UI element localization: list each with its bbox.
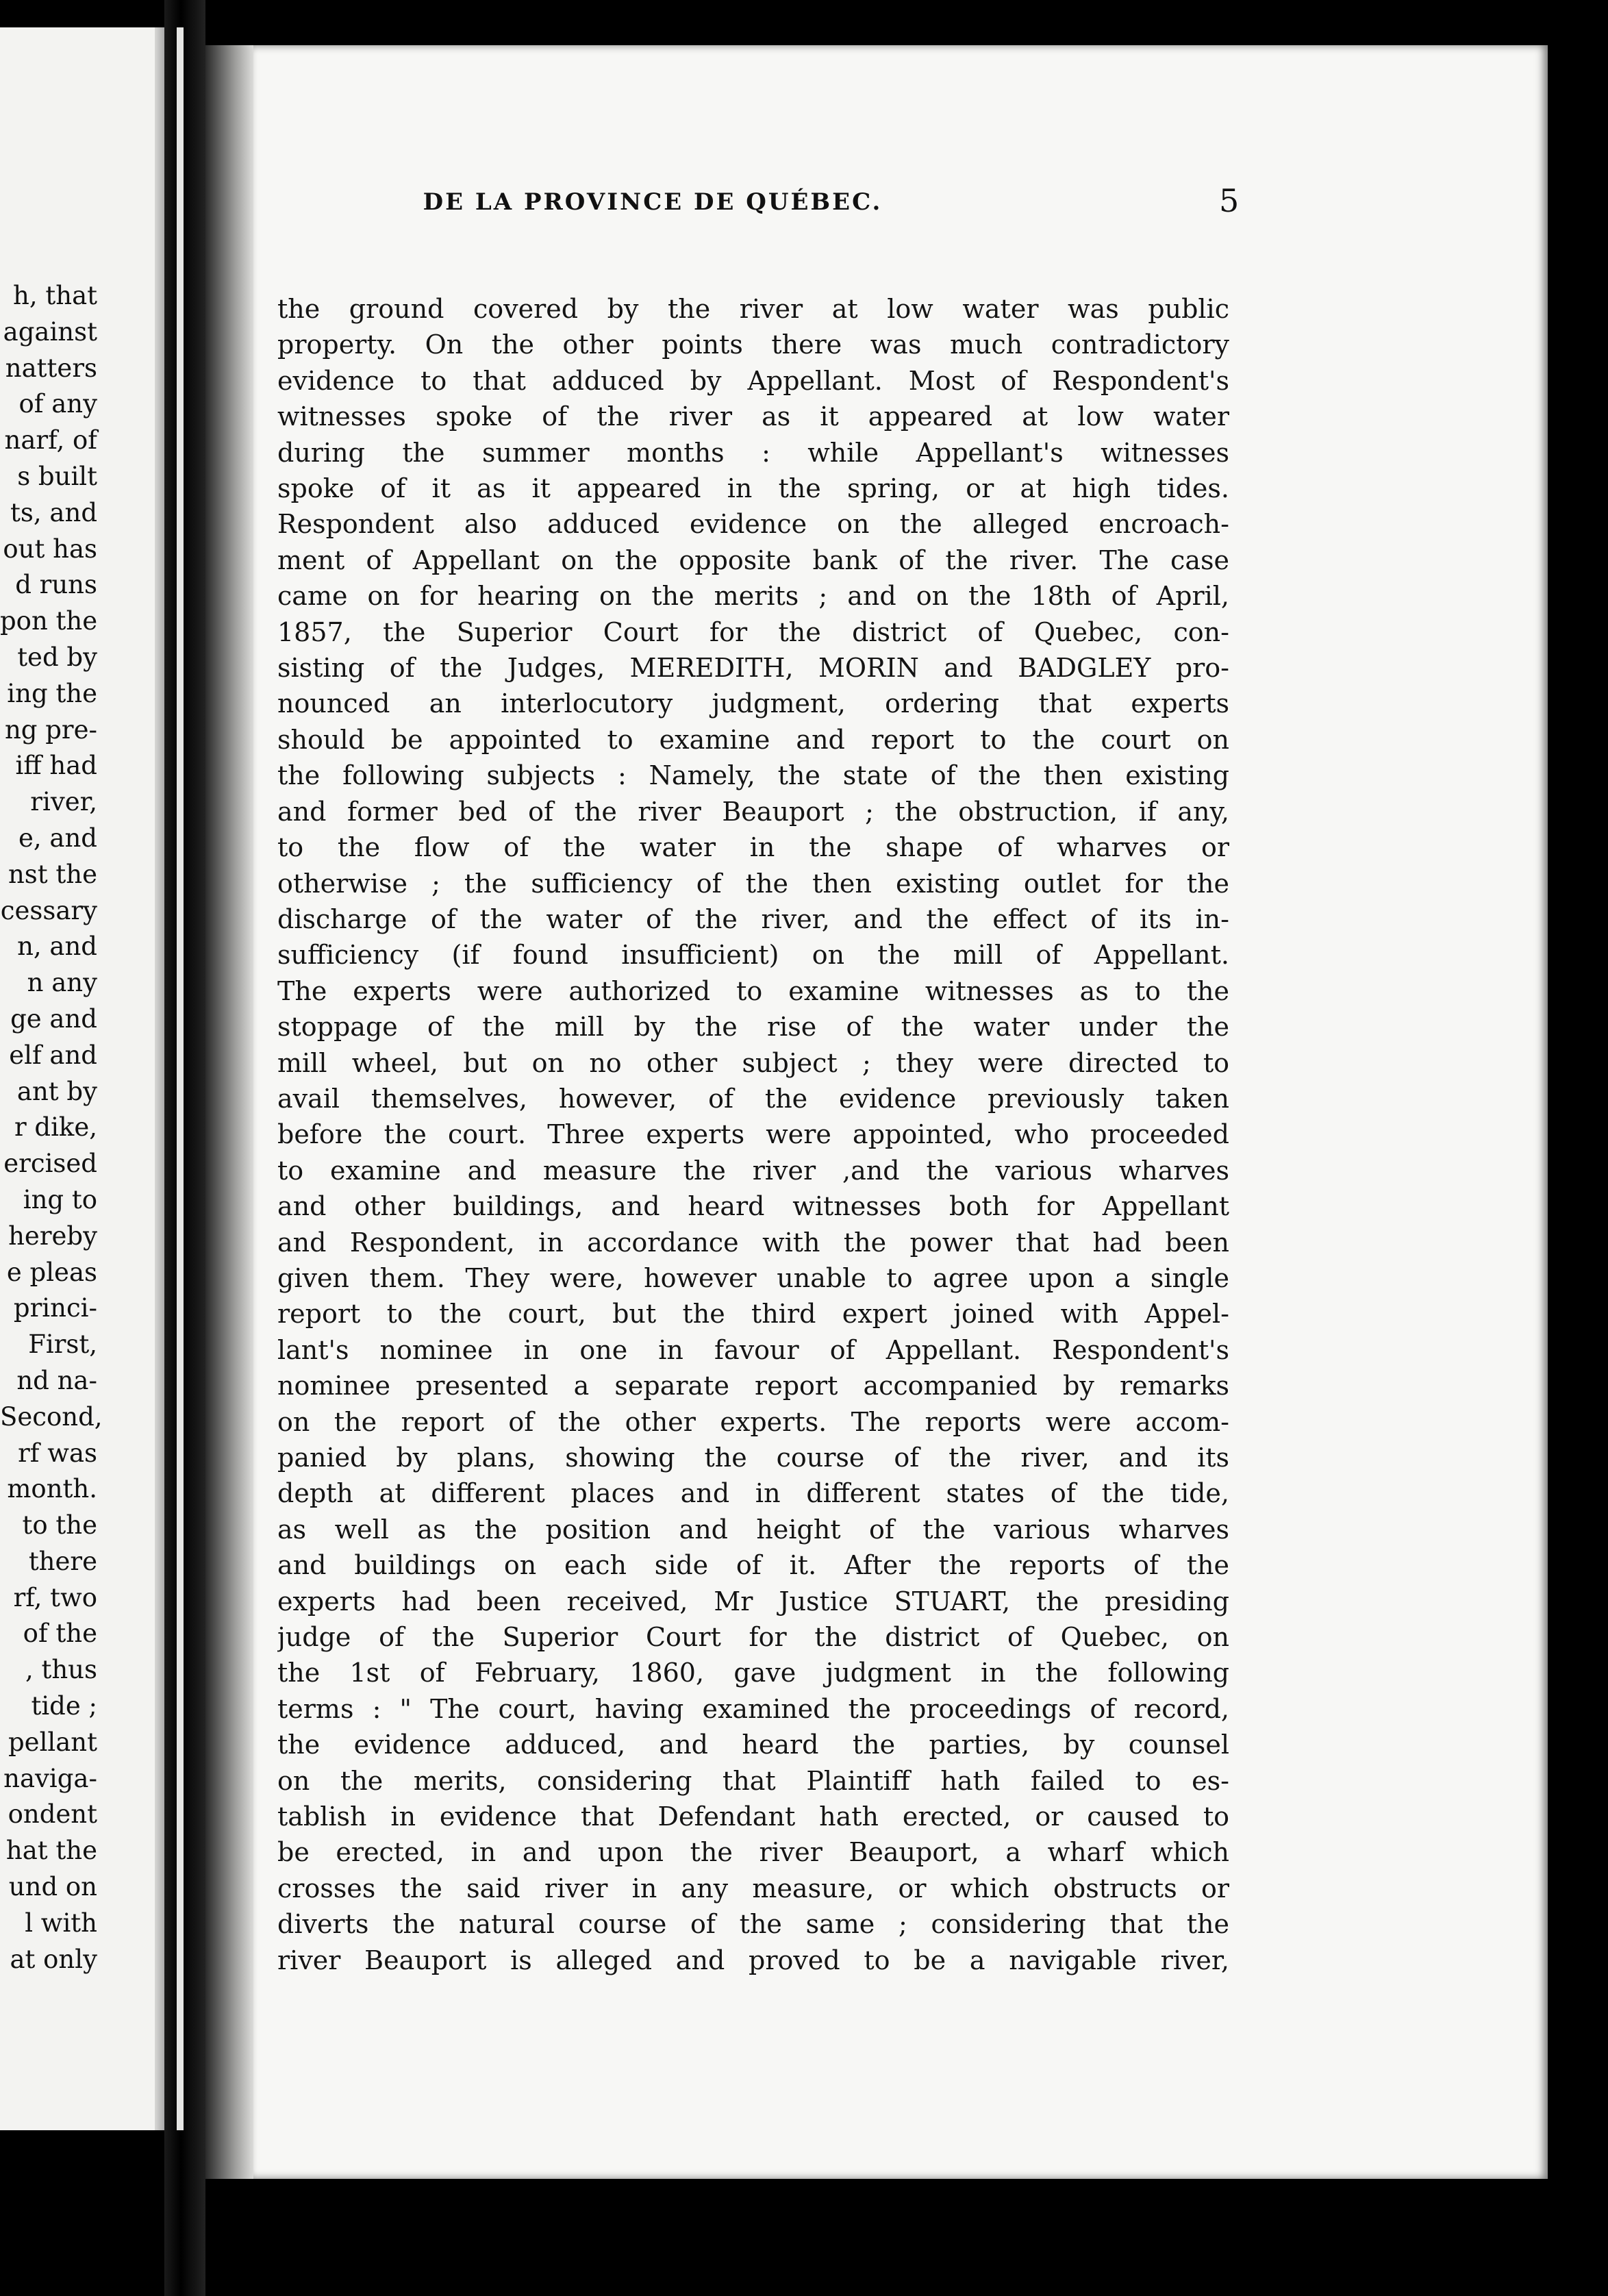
text-line: sisting of the Judges, MEREDITH, MORIN and BADGLEY pro- xyxy=(277,653,1229,684)
text-line: the 1st of February, 1860, gave judgment in the following xyxy=(277,1658,1229,1688)
left-page-line: month. xyxy=(7,1474,97,1504)
text-line: river Beauport is alleged and proved to be a navigable river, xyxy=(277,1945,1229,1975)
left-page-line: ted by xyxy=(17,642,97,672)
left-page-line: ant by xyxy=(16,1076,97,1106)
left-page-line: natters xyxy=(5,353,97,383)
left-page-line: ercised xyxy=(3,1149,97,1179)
left-page-line: nst the xyxy=(8,859,97,889)
left-page-text-fragments xyxy=(0,278,103,1977)
left-page-line: cessary xyxy=(0,895,97,925)
text-line: mill wheel, but on no other subject ; they were directed to xyxy=(277,1047,1229,1078)
text-line: judge of the Superior Court for the district of Quebec, on xyxy=(277,1622,1229,1653)
text-line: The experts were authorized to examine witnesses as to the xyxy=(277,975,1229,1006)
text-line: during the summer months : while Appellant's witnesses xyxy=(277,437,1229,468)
left-page-line: elf and xyxy=(9,1040,97,1070)
text-line: as well as the position and height of the various wharves xyxy=(277,1514,1229,1545)
left-page-gutter xyxy=(155,27,164,2130)
left-page-line: against xyxy=(3,316,97,347)
left-page-line: First, xyxy=(28,1330,97,1360)
text-line: the evidence adduced, and heard the parties, by counsel xyxy=(277,1730,1229,1760)
left-page-line: rf, two xyxy=(13,1582,97,1612)
left-page-line: pon the xyxy=(0,606,98,636)
text-line: otherwise ; the sufficiency of the then existing outlet for the xyxy=(277,868,1229,899)
binding-strip xyxy=(177,27,184,2130)
left-page-line: ts, and xyxy=(10,497,97,527)
left-page-line: h, that xyxy=(13,281,97,310)
left-page-line: naviga- xyxy=(3,1763,97,1793)
left-page-line: n any xyxy=(27,968,97,998)
left-page-line: narf, of xyxy=(4,425,97,456)
text-line: nounced an interlocutory judgment, ordering that experts xyxy=(277,688,1229,719)
text-line: lant's nominee in one in favour of Appellant. Respondent's xyxy=(277,1334,1229,1365)
text-line: sufficiency (if found insufficient) on the mill of Appellant. xyxy=(277,940,1229,971)
left-page-line: nd na- xyxy=(16,1365,97,1395)
text-line: given them. They were, however unable to agree upon a single xyxy=(277,1262,1229,1293)
left-page-line: e pleas xyxy=(6,1257,97,1287)
text-line: tablish in evidence that Defendant hath erected, or caused to xyxy=(277,1801,1229,1832)
left-page-line: rf was xyxy=(18,1438,97,1468)
text-line: evidence to that adduced by Appellant. Most of Respondent's xyxy=(277,365,1229,396)
left-facing-page xyxy=(0,27,164,2130)
left-page-line: ing to xyxy=(23,1184,97,1214)
text-line: 1857, the Superior Court for the district of Quebec, con- xyxy=(277,616,1229,647)
text-line: diverts the natural course of the same ; considering that the xyxy=(277,1909,1229,1940)
text-line: to examine and measure the river ,and the various wharves xyxy=(277,1155,1229,1186)
body-text xyxy=(277,291,1229,1978)
left-page-line: Second, xyxy=(0,1401,103,1432)
text-line: witnesses spoke of the river as it appeared at low water xyxy=(277,401,1229,432)
left-page-line: , thus xyxy=(25,1655,97,1685)
text-line: be erected, in and upon the river Beauport, a wharf which xyxy=(277,1837,1229,1868)
text-line: on the merits, considering that Plaintiff hath failed to es- xyxy=(277,1765,1229,1796)
left-page-line: l with xyxy=(25,1908,97,1938)
text-line: on the report of the other experts. The reports were accom- xyxy=(277,1406,1229,1437)
left-page-line: river, xyxy=(30,787,97,817)
left-page-line: ge and xyxy=(10,1003,97,1034)
left-page-line: e, and xyxy=(18,823,97,853)
left-page-line: there xyxy=(28,1546,97,1576)
running-title: DE LA PROVINCE DE QUÉBEC. xyxy=(423,188,883,216)
text-line: spoke of it as it appeared in the spring, or at high tides. xyxy=(277,473,1229,504)
text-line: crosses the said river in any measure, or which obstructs or xyxy=(277,1873,1229,1904)
text-line: property. On the other points there was much contradictory xyxy=(277,329,1229,360)
left-page-line: ing the xyxy=(7,678,97,708)
left-page-line: of any xyxy=(18,389,97,419)
text-line: the following subjects : Namely, the state of the then existing xyxy=(277,760,1229,791)
page-edge-shadow xyxy=(205,45,253,2179)
text-line: terms : " The court, having examined the proceedings of record, xyxy=(277,1693,1229,1724)
left-page-line: d runs xyxy=(15,570,97,600)
text-line: depth at different places and in different states of the tide, xyxy=(277,1478,1229,1509)
text-line: to the flow of the water in the shape of wharves or xyxy=(277,832,1229,863)
text-line: discharge of the water of the river, and the effect of its in- xyxy=(277,903,1229,934)
left-page-line: out has xyxy=(3,534,97,564)
left-page-line: n, and xyxy=(17,932,97,962)
text-line: should be appointed to examine and report to the court on xyxy=(277,724,1229,755)
left-page-line: hereby xyxy=(8,1221,97,1251)
text-line: Respondent also adduced evidence on the alleged encroach- xyxy=(277,509,1229,540)
left-page-line: princi- xyxy=(13,1293,97,1323)
left-page-line: to the xyxy=(22,1510,97,1540)
text-line: experts had been received, Mr Justice STUART, the presiding xyxy=(277,1586,1229,1617)
text-line: nominee presented a separate report accompanied by remarks xyxy=(277,1371,1229,1401)
left-page-line: s built xyxy=(17,461,97,491)
left-page-line: ondent xyxy=(8,1799,97,1830)
left-page-line: iff had xyxy=(15,751,97,781)
text-line: and former bed of the river Beauport ; the obstruction, if any, xyxy=(277,796,1229,827)
left-page-line: at only xyxy=(10,1944,97,1974)
left-page-line: of the xyxy=(23,1619,97,1649)
left-page-line: und on xyxy=(8,1872,97,1902)
text-line: ment of Appellant on the opposite bank of the river. The case xyxy=(277,545,1229,575)
text-line: avail themselves, however, of the evidence previously taken xyxy=(277,1083,1229,1114)
left-page-line: hat the xyxy=(5,1836,97,1866)
left-page-line: tide ; xyxy=(31,1691,97,1721)
text-line: and Respondent, in accordance with the power that had been xyxy=(277,1227,1229,1258)
left-page-line: ng pre- xyxy=(4,714,97,745)
text-line: before the court. Three experts were appointed, who proceeded xyxy=(277,1119,1229,1150)
text-line: stoppage of the mill by the rise of the water under the xyxy=(277,1012,1229,1043)
text-line: panied by plans, showing the course of the river, and its xyxy=(277,1443,1229,1473)
left-page-line: pellant xyxy=(8,1727,97,1757)
text-line: and buildings on each side of it. After the reports of the xyxy=(277,1550,1229,1581)
text-line: report to the court, but the third expert joined with Appel- xyxy=(277,1299,1229,1330)
text-line: came on for hearing on the merits ; and on the 18th of April, xyxy=(277,581,1229,612)
left-page-line: r dike, xyxy=(14,1112,97,1143)
book-binding xyxy=(164,0,205,2296)
page-number: 5 xyxy=(1219,182,1240,219)
text-line: and other buildings, and heard witnesses both for Appellant xyxy=(277,1191,1229,1222)
text-line: the ground covered by the river at low water was public xyxy=(277,294,1229,324)
